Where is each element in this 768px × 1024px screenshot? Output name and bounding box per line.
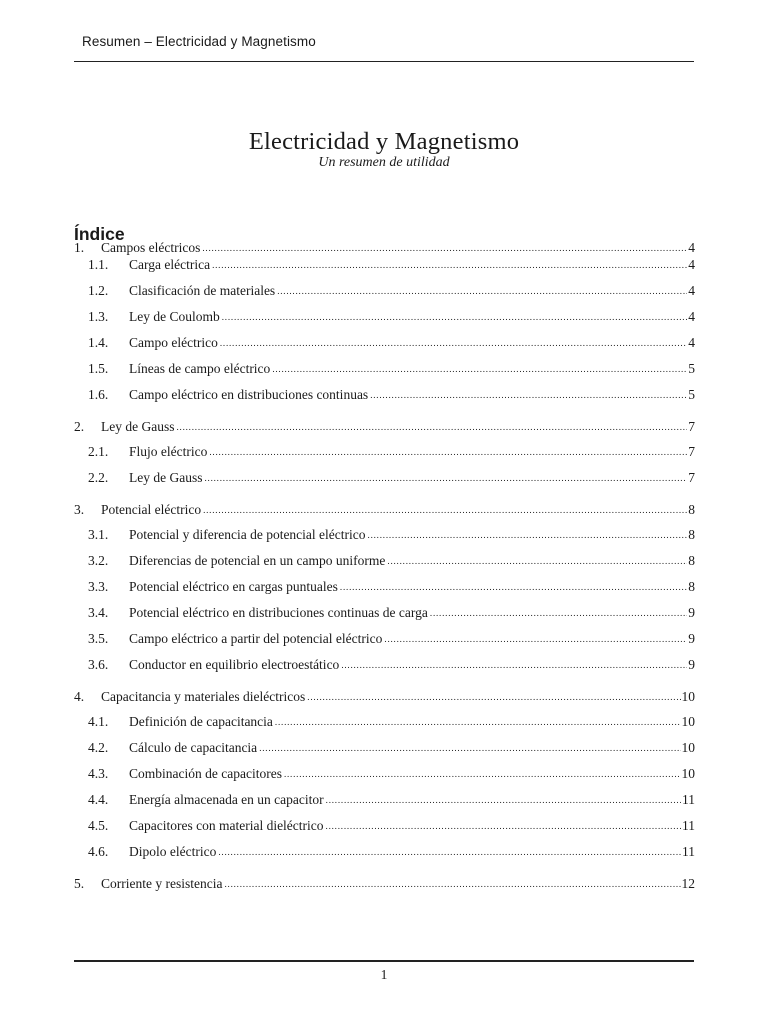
toc-entry-title: Cálculo de capacitancia	[129, 740, 258, 755]
toc-entry-number: 4.1.	[88, 714, 109, 729]
toc-entry-title: Energía almacenada en un capacitor	[129, 792, 324, 807]
toc-entry-number: 1.6.	[88, 387, 109, 402]
toc-entry[interactable]	[74, 709, 695, 735]
toc-entry-number: 3.1.	[88, 527, 109, 542]
toc-entry-number: 3.	[74, 502, 85, 517]
toc-entry-page: 4	[688, 283, 695, 298]
toc-entry-number: 1.	[74, 240, 85, 255]
toc-dot-leader	[275, 709, 681, 735]
toc-dot-leader	[341, 652, 687, 678]
toc-entry-page: 5	[688, 387, 695, 402]
toc-entry-page: 11	[682, 792, 695, 807]
toc-entry-page: 7	[688, 419, 695, 434]
toc-entry[interactable]	[74, 522, 695, 548]
toc-entry-page: 9	[688, 657, 695, 672]
toc-entry[interactable]	[74, 252, 695, 278]
toc-entry-title: Flujo eléctrico	[129, 444, 208, 459]
toc-entry-number: 1.3.	[88, 309, 109, 324]
toc-entry-title: Potencial eléctrico en cargas puntuales	[129, 579, 338, 594]
toc-dot-leader	[218, 839, 681, 865]
toc-dot-leader	[212, 252, 687, 278]
toc-entry[interactable]	[74, 439, 695, 465]
toc-dot-leader	[209, 439, 687, 465]
toc-entry-number: 3.2.	[88, 553, 109, 568]
toc-entry[interactable]	[74, 408, 695, 439]
toc-entry-number: 3.5.	[88, 631, 109, 646]
toc-entry-title: Conductor en equilibrio electroestático	[129, 657, 340, 672]
toc-entry-number: 1.4.	[88, 335, 109, 350]
toc-entry-number: 4.2.	[88, 740, 109, 755]
toc-entry-number: 1.1.	[88, 257, 109, 272]
toc-dot-leader	[259, 735, 680, 761]
toc-entry-page: 9	[688, 605, 695, 620]
toc-entry-page: 8	[688, 553, 695, 568]
toc-entry[interactable]	[74, 278, 695, 304]
toc-entry-page: 10	[681, 714, 695, 729]
toc-entry-page: 4	[688, 240, 695, 255]
toc-dot-leader	[326, 787, 681, 813]
toc-entry-number: 4.	[74, 689, 85, 704]
toc-entry-title: Combinación de capacitores	[129, 766, 282, 781]
toc-entry-title: Capacitancia y materiales dieléctricos	[101, 689, 306, 704]
toc-entry-page: 9	[688, 631, 695, 646]
toc-entry-page: 12	[681, 876, 695, 891]
toc-entry[interactable]	[74, 813, 695, 839]
toc-entry-number: 3.4.	[88, 605, 109, 620]
toc-entry[interactable]	[74, 491, 695, 522]
running-title: Resumen – Electricidad y Magnetismo	[82, 34, 316, 49]
toc-entry[interactable]	[74, 678, 695, 709]
toc-dot-leader	[387, 548, 687, 574]
toc-entry-title: Clasificación de materiales	[129, 283, 276, 298]
toc-entry[interactable]	[74, 465, 695, 491]
toc-dot-leader	[224, 866, 680, 903]
toc-entry-page: 11	[682, 844, 695, 859]
toc-entry-number: 2.1.	[88, 444, 109, 459]
toc-entry-title: Diferencias de potencial en un campo uniforme	[129, 553, 386, 568]
toc-entry-page: 8	[688, 579, 695, 594]
toc-entry-title: Campo eléctrico a partir del potencial eléctrico	[129, 631, 383, 646]
toc-dot-leader	[340, 574, 687, 600]
toc-dot-leader	[222, 304, 688, 330]
toc-entry-page: 4	[688, 309, 695, 324]
toc-entry[interactable]	[74, 330, 695, 356]
toc-entry-title: Definición de capacitancia	[129, 714, 273, 729]
toc-dot-leader	[430, 600, 687, 626]
toc-dot-leader	[384, 626, 687, 652]
toc-entry-page: 8	[688, 527, 695, 542]
toc-entry[interactable]	[74, 229, 695, 255]
document-subtitle: Un resumen de utilidad	[318, 155, 450, 170]
toc-entry-number: 1.2.	[88, 283, 109, 298]
toc-heading: Índice	[74, 223, 125, 244]
toc-dot-leader	[284, 761, 681, 787]
toc-entry[interactable]	[74, 382, 695, 408]
toc-entry[interactable]	[74, 626, 695, 652]
toc-entry-number: 4.6.	[88, 844, 109, 859]
toc-entry-number: 5.	[74, 876, 85, 891]
toc-entry-title: Ley de Gauss	[129, 470, 203, 485]
toc-entry-number: 4.5.	[88, 818, 109, 833]
toc-dot-leader	[272, 356, 687, 382]
toc-entry-page: 10	[681, 740, 695, 755]
toc-entry-title: Corriente y resistencia	[101, 876, 223, 891]
toc-dot-leader	[220, 330, 687, 356]
toc-entry[interactable]	[74, 865, 695, 896]
toc-entry-title: Ley de Coulomb	[129, 309, 220, 324]
toc-entry-title: Líneas de campo eléctrico	[129, 361, 271, 376]
toc-entry-page: 11	[682, 818, 695, 833]
toc-entry-title: Potencial y diferencia de potencial eléctrico	[129, 527, 366, 542]
toc-entry-page: 7	[688, 470, 695, 485]
toc-entry-title: Campo eléctrico	[129, 335, 218, 350]
page-number: 1	[380, 967, 388, 982]
toc-entry[interactable]	[74, 839, 695, 865]
toc-entry-title: Capacitores con material dieléctrico	[129, 818, 324, 833]
document-title: Electricidad y Magnetismo	[248, 128, 520, 156]
toc-entry-number: 4.4.	[88, 792, 109, 807]
toc-entry-title: Potencial eléctrico en distribuciones continuas de carga	[129, 605, 428, 620]
toc-entry-number: 3.3.	[88, 579, 109, 594]
toc-entry-page: 8	[688, 502, 695, 517]
toc-dot-leader	[277, 278, 687, 304]
toc-entry-number: 2.	[74, 419, 85, 434]
toc-entry-number: 4.3.	[88, 766, 109, 781]
toc-entry[interactable]	[74, 574, 695, 600]
toc-dot-leader	[368, 522, 688, 548]
toc-entry[interactable]	[74, 600, 695, 626]
toc-entry[interactable]	[74, 735, 695, 761]
toc-entry-title: Carga eléctrica	[129, 257, 211, 272]
toc-entry-number: 3.6.	[88, 657, 109, 672]
toc-entry-number: 1.5.	[88, 361, 109, 376]
table-of-contents	[74, 238, 695, 896]
toc-entry[interactable]	[74, 548, 695, 574]
toc-entry-title: Campo eléctrico en distribuciones continuas	[129, 387, 369, 402]
toc-dot-leader	[370, 382, 687, 408]
page-header	[74, 33, 694, 62]
toc-entry-page: 7	[688, 444, 695, 459]
toc-entry-page: 5	[688, 361, 695, 376]
toc-dot-leader	[204, 465, 687, 491]
toc-entry-page: 4	[688, 257, 695, 272]
toc-entry[interactable]	[74, 356, 695, 382]
toc-entry[interactable]	[74, 787, 695, 813]
toc-entry-number: 2.2.	[88, 470, 109, 485]
toc-entry-title: Ley de Gauss	[101, 419, 175, 434]
toc-entry-page: 10	[681, 689, 695, 704]
toc-entry[interactable]	[74, 761, 695, 787]
toc-entry-title: Campos eléctricos	[101, 240, 201, 255]
page-footer	[74, 960, 694, 982]
toc-entry-title: Dipolo eléctrico	[129, 844, 217, 859]
toc-entry-page: 10	[681, 766, 695, 781]
toc-entry-title: Potencial eléctrico	[101, 502, 202, 517]
toc-entry[interactable]	[74, 304, 695, 330]
toc-dot-leader	[326, 813, 681, 839]
toc-entry[interactable]	[74, 652, 695, 678]
toc-entry-page: 4	[688, 335, 695, 350]
